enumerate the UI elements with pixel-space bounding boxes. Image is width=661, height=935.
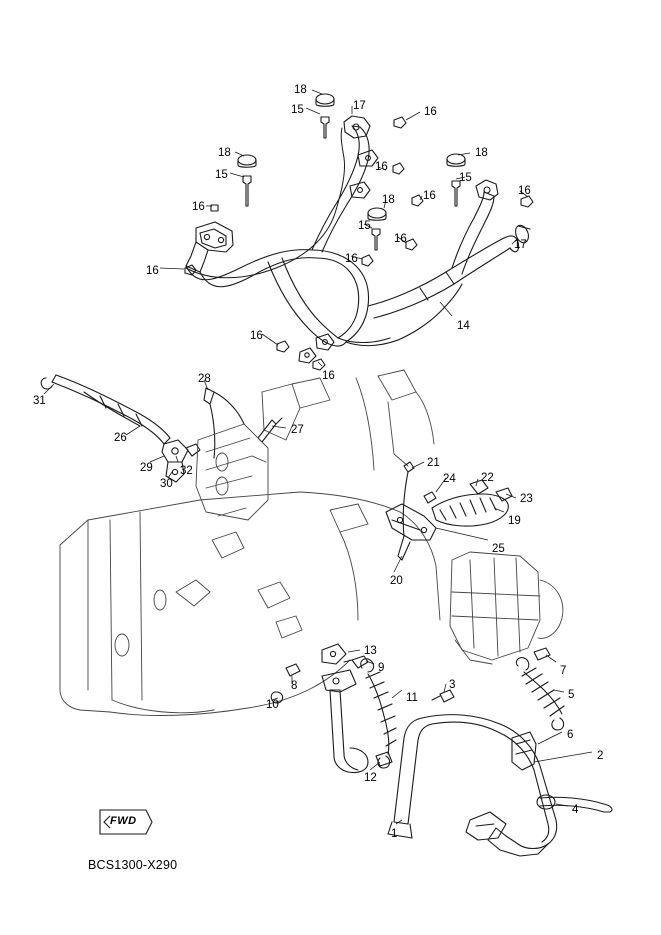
callout-number: 15	[459, 172, 472, 184]
callout-number: 28	[198, 373, 211, 385]
callout-number: 16	[518, 185, 531, 197]
callout-number: 14	[457, 320, 470, 332]
callout-number: 21	[427, 457, 440, 469]
fwd-label: FWD	[110, 815, 137, 827]
callout-number: 18	[475, 147, 488, 159]
callout-number: 16	[146, 265, 159, 277]
callout-number: 17	[353, 100, 366, 112]
callout-number: 1	[391, 828, 398, 840]
callout-number: 12	[364, 772, 377, 784]
callout-number: 16	[394, 233, 407, 245]
callout-number: 30	[160, 478, 173, 490]
callout-number: 20	[390, 575, 403, 587]
callout-number: 19	[508, 515, 521, 527]
callout-number: 18	[218, 147, 231, 159]
callout-number: 16	[423, 190, 436, 202]
callout-number: 24	[443, 473, 456, 485]
callout-number: 13	[364, 645, 377, 657]
callout-number: 8	[291, 680, 298, 692]
callout-number: 22	[481, 472, 494, 484]
part-code: BCS1300-X290	[88, 858, 178, 872]
callout-number: 23	[520, 493, 533, 505]
callout-number: 16	[250, 330, 263, 342]
callout-number: 26	[114, 432, 127, 444]
callout-number: 17	[514, 239, 527, 251]
callout-number: 16	[322, 370, 335, 382]
callout-number: 29	[140, 462, 153, 474]
callout-number: 5	[568, 689, 575, 701]
callout-number: 10	[266, 699, 279, 711]
callout-number: 15	[358, 220, 371, 232]
callout-number: 27	[291, 424, 304, 436]
callout-number: 7	[560, 665, 567, 677]
callout-number: 18	[382, 194, 395, 206]
callout-number: 25	[492, 543, 505, 555]
callout-number: 16	[375, 161, 388, 173]
callout-number: 18	[294, 84, 307, 96]
callout-number: 11	[406, 692, 418, 704]
callout-number: 3	[449, 679, 456, 691]
callout-number: 31	[33, 395, 46, 407]
callout-number: 16	[192, 201, 205, 213]
callout-number: 16	[345, 253, 358, 265]
callout-number: 15	[215, 169, 228, 181]
callout-number: 16	[424, 106, 437, 118]
callout-number: 32	[180, 465, 193, 477]
callout-number: 15	[291, 104, 304, 116]
callout-number: 2	[597, 750, 604, 762]
callout-number: 4	[572, 804, 579, 816]
callout-number: 9	[378, 662, 385, 674]
callout-number: 6	[567, 729, 574, 741]
fwd-direction-marker	[96, 808, 152, 836]
